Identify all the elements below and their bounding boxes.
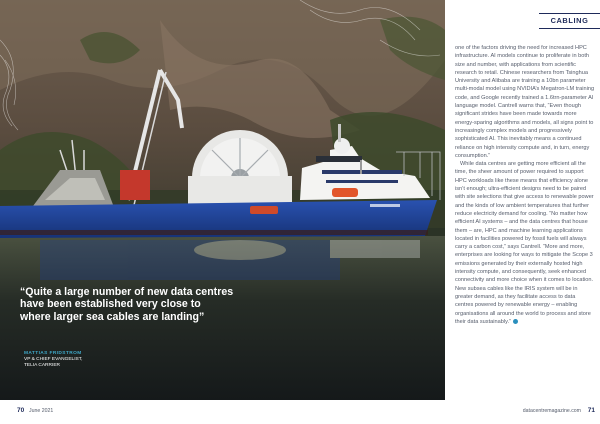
page-number-right: 71 [587,407,595,414]
quote-author-name: MATTIAS FRIDSTROM [24,351,82,356]
quote-author-company: TELIA CARRIER [24,363,60,368]
article-paragraph [455,160,595,326]
page-number-left: 70 [17,407,25,414]
quote-attribution [24,351,164,369]
end-mark-icon [513,319,518,324]
article-paragraph: one of the factors driving the need for increased HPC infrastructure. AI models continue to proliferate in both size and number, with applications from scientific research to retail. Chinese researchers from Tsinghua University and Alibaba are training a 10bn parameter multi-modal model using NVIDIA’s Megatron-LM training code, and Google recently trained a 1.6trn-parameter AI language model. Cantrell warns that, “Even though significant strides have been made towards more energy-sparing algorithms and models, all signs point to increasingly complex models and progressively sophisticated AI. This inevitably means a continued reliance on high intensity compute and, in turn, energy consumption.” [455,45,595,159]
article-paragraph-text: While data centres are getting more efficient all the time, the sheer amount of power required to support HPC workloads like these means that efficiency alone isn’t enough; ultra-efficient designs need to be paired with site selections that give access to renewable power and the kinds of low ambient temperatures that further reduce electricity demand for cooling. “No matter how efficient AI systems – and the data centres that house them – are, HPC and machine learning applications located in facilities powered by fossil fuels will always carry a carbon cost,” says Cantrell. “More and more, enterprises are looking for ways to mitigate the Scope 3 emissions generated by their externally hosted high intensity compute, and consequently, seek enhanced connectivity and more choice when it comes to location. New subsea cables like the IRIS system will be in greater demand, as they facilitate access to data centres powered by renewable energy – enabling organisations all around the world to process and store their data sustainably.” [455,161,594,325]
issue-date: June 2021 [29,408,54,414]
section-tag [539,13,600,29]
section-tag-label: CABLING [550,16,589,25]
article-body [455,44,595,326]
pull-quote: “Quite a large number of new data centres have been established very close to where larger sea cables are landing” [20,286,234,323]
quote-author-title: VP & CHIEF EVANGELIST, [24,357,83,362]
magazine-url[interactable]: datacentremagazine.com [522,408,581,414]
page-footer [0,404,600,420]
